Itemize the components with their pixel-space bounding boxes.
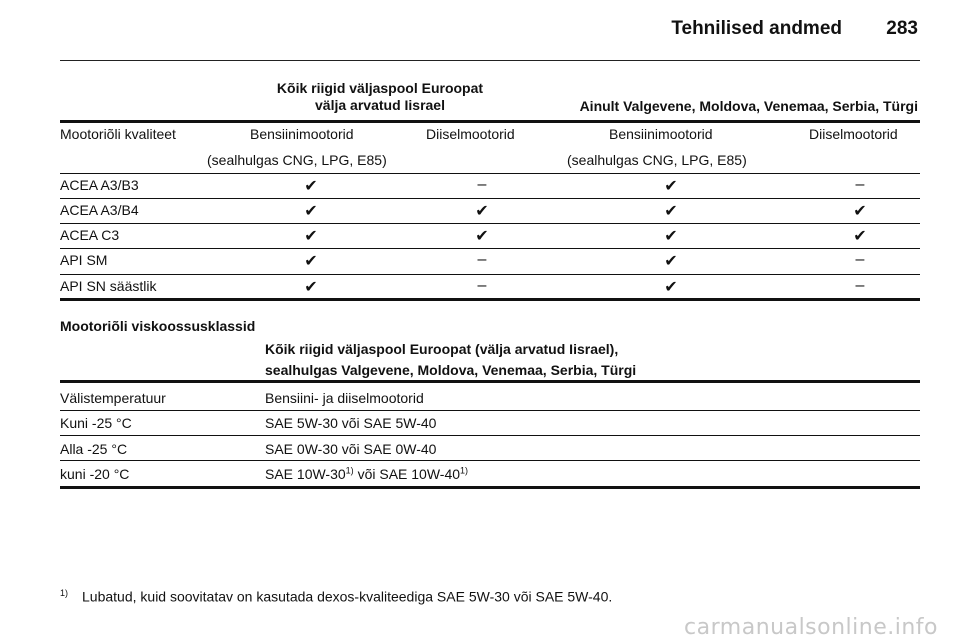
table-cell: ✔: [853, 228, 867, 245]
header-rule: [60, 60, 920, 61]
table-rule: [60, 486, 920, 489]
table-rule: [60, 173, 920, 174]
page-number: 283: [886, 18, 918, 39]
footnote-mark: 1): [60, 588, 69, 598]
table-rule: [60, 460, 920, 461]
table-cell: ✔: [664, 178, 678, 195]
row-label: ACEA A3/B3: [60, 177, 139, 193]
grade-cell: SAE 0W-30 või SAE 0W-40: [265, 441, 437, 457]
row-label: ACEA C3: [60, 227, 120, 243]
table-cell: –: [855, 176, 865, 193]
table-cell: ✔: [664, 203, 678, 220]
table-rule: [60, 223, 920, 224]
table-cell: ✔: [304, 228, 318, 245]
table-cell: –: [477, 176, 487, 193]
viscosity-heading-line2: sealhulgas Valgevene, Moldova, Venemaa, Serbia, Türgi: [265, 362, 637, 378]
col-header-petrol-2: Bensiinimootorid: [609, 126, 713, 142]
viscosity-heading-line1: Kõik riigid väljaspool Euroopat (välja arvatud Iisrael),: [265, 341, 619, 357]
watermark: carmanualsonline.info: [684, 615, 938, 640]
grade-cell: SAE 5W-30 või SAE 5W-40: [265, 415, 437, 431]
grade-text: või SAE 10W-40: [353, 466, 461, 482]
table-rule: [60, 380, 920, 383]
group-header-line: Kõik riigid väljaspool Euroopat: [276, 80, 484, 96]
footnote-ref: 1): [345, 465, 354, 476]
col-header-petrol-1: Bensiinimootorid: [250, 126, 354, 142]
grade-text: SAE 10W-30: [265, 466, 346, 482]
table-rule: [60, 298, 920, 301]
table-cell: –: [477, 251, 487, 268]
footnote-text: Lubatud, kuid soovitatav on kasutada dexos-kvaliteediga SAE 5W-30 või SAE 5W-40.: [82, 588, 613, 605]
table-cell: –: [477, 277, 487, 294]
group-header-line: välja arvatud Iisrael: [315, 97, 445, 113]
table-rule: [60, 120, 920, 123]
col-header-diesel-1: Diiselmootorid: [426, 126, 515, 142]
row-label: ACEA A3/B4: [60, 202, 139, 218]
table-cell: ✔: [664, 253, 678, 270]
viscosity-section-title: Mootoriõli viskoossusklassid: [60, 318, 256, 334]
page-title: Tehnilised andmed: [671, 18, 842, 39]
temp-cell: Kuni -25 °C: [60, 415, 132, 431]
table-cell: –: [855, 251, 865, 268]
table-cell: ✔: [304, 203, 318, 220]
group-header-selected-countries: Ainult Valgevene, Moldova, Venemaa, Serbia, Türgi: [579, 98, 918, 114]
sub-header-petrol-2: (sealhulgas CNG, LPG, E85): [567, 152, 747, 168]
table-cell: ✔: [304, 253, 318, 270]
table-cell: ✔: [304, 178, 318, 195]
table-cell: ✔: [475, 228, 489, 245]
footnote-ref: 1): [460, 465, 469, 476]
col-header-engines: Bensiini- ja diiselmootorid: [265, 390, 424, 406]
footnote: [60, 588, 612, 605]
table-rule: [60, 198, 920, 199]
table-cell: –: [855, 277, 865, 294]
row-label: API SM: [60, 252, 108, 268]
table-rule: [60, 248, 920, 249]
col-header-diesel-2: Diiselmootorid: [809, 126, 898, 142]
table-rule: [60, 435, 920, 436]
table-cell: ✔: [304, 279, 318, 296]
col-header-quality: Mootoriõli kvaliteet: [60, 126, 176, 142]
group-header-all-countries: [230, 80, 530, 114]
sub-header-petrol-1: (sealhulgas CNG, LPG, E85): [207, 152, 387, 168]
table-cell: ✔: [664, 228, 678, 245]
col-header-temperature: Välistemperatuur: [60, 390, 166, 406]
table-cell: ✔: [664, 279, 678, 296]
table-cell: ✔: [853, 203, 867, 220]
table-rule: [60, 410, 920, 411]
temp-cell: Alla -25 °C: [60, 441, 128, 457]
table-rule: [60, 274, 920, 275]
temp-cell: kuni -20 °C: [60, 466, 130, 482]
table-cell: ✔: [475, 203, 489, 220]
grade-cell: [265, 466, 468, 482]
page-header: [60, 18, 920, 46]
row-label: API SN säästlik: [60, 278, 157, 294]
